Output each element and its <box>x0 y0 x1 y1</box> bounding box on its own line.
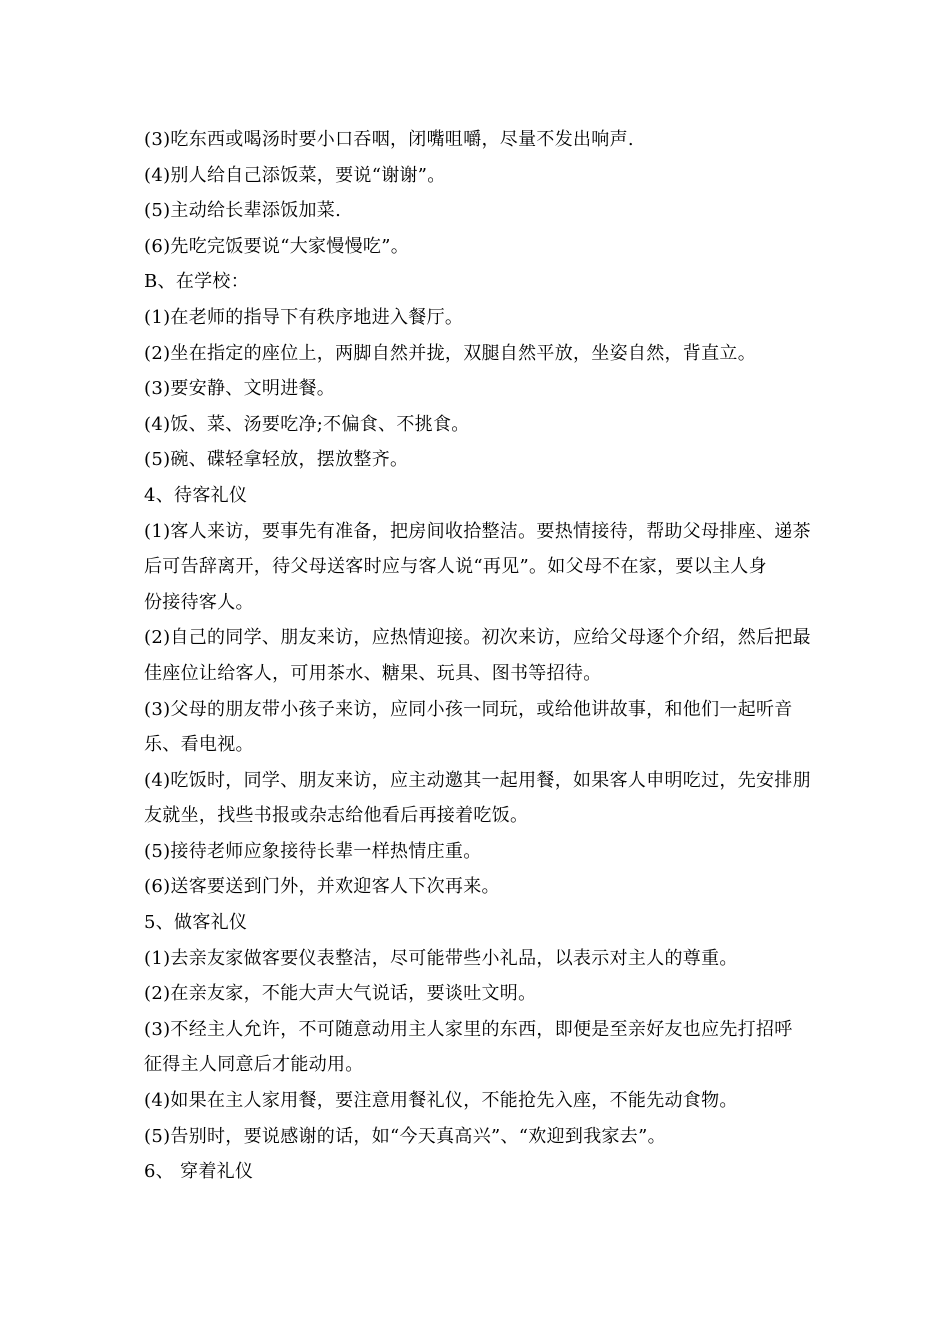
text-line: (4)吃饭时，同学、朋友来访，应主动邀其一起用餐，如果客人申明吃过，先安排朋 <box>144 769 811 791</box>
text-line: 乐、看电视。 <box>144 734 254 756</box>
section-heading: 6、 穿着礼仪 <box>144 1161 254 1183</box>
text-line: 份接待客人。 <box>144 591 254 613</box>
text-line: (2)在亲友家，不能大声大气说话，要谈吐文明。 <box>144 983 537 1005</box>
text-line: 友就坐，找些书报或杂志给他看后再接着吃饭。 <box>144 805 529 827</box>
text-line: (3)要安静、文明进餐。 <box>144 378 336 400</box>
section-heading: 4、待客礼仪 <box>144 484 248 506</box>
text-line: 后可告辞离开，待父母送客时应与客人说“再见”。如父母不在家，要以主人身 <box>144 556 767 578</box>
text-line: 征得主人同意后才能动用。 <box>144 1054 364 1076</box>
text-line: (5)主动给长辈添饭加菜. <box>144 200 342 222</box>
text-line: (1)去亲友家做客要仪表整洁，尽可能带些小礼品，以表示对主人的尊重。 <box>144 947 738 969</box>
text-line: (6)送客要送到门外，并欢迎客人下次再来。 <box>144 876 500 898</box>
text-line: (2)自己的同学、朋友来访，应热情迎接。初次来访，应给父母逐个介绍，然后把最 <box>144 627 811 649</box>
text-line: (5)告别时，要说感谢的话，如“今天真高兴”、“欢迎到我家去”。 <box>144 1125 666 1147</box>
document-body <box>144 122 812 1190</box>
text-line: (4)别人给自己添饭菜，要说“谢谢”。 <box>144 164 446 186</box>
text-line: (3)吃东西或喝汤时要小口吞咽，闭嘴咀嚼，尽量不发出响声. <box>144 129 634 150</box>
text-line: (1)客人来访，要事先有准备，把房间收拾整洁。要热情接待，帮助父母排座、递茶 <box>144 520 811 542</box>
section-heading: 5、做客礼仪 <box>144 912 248 934</box>
text-line: (1)在老师的指导下有秩序地进入餐厅。 <box>144 306 464 328</box>
text-line: (3)不经主人允许，不可随意动用主人家里的东西，即便是至亲好友也应先打招呼 <box>144 1018 793 1040</box>
text-line: (6)先吃完饭要说“大家慢慢吃”。 <box>144 235 409 257</box>
text-line: (5)接待老师应象接待长辈一样热情庄重。 <box>144 840 482 862</box>
text-line: (4)饭、菜、汤要吃净;不偏食、不挑食。 <box>144 413 470 435</box>
text-line: (4)如果在主人家用餐，要注意用餐礼仪，不能抢先入座，不能先动食物。 <box>144 1090 738 1112</box>
section-heading: B、在学校： <box>144 271 250 293</box>
text-line: (2)坐在指定的座位上，两脚自然并拢，双腿自然平放，坐姿自然，背直立。 <box>144 342 756 364</box>
text-line: 佳座位让给客人，可用茶水、糖果、玩具、图书等招待。 <box>144 662 602 684</box>
text-line: (3)父母的朋友带小孩子来访，应同小孩一同玩，或给他讲故事，和他们一起听音 <box>144 698 793 720</box>
text-line: (5)碗、碟轻拿轻放，摆放整齐。 <box>144 449 409 471</box>
